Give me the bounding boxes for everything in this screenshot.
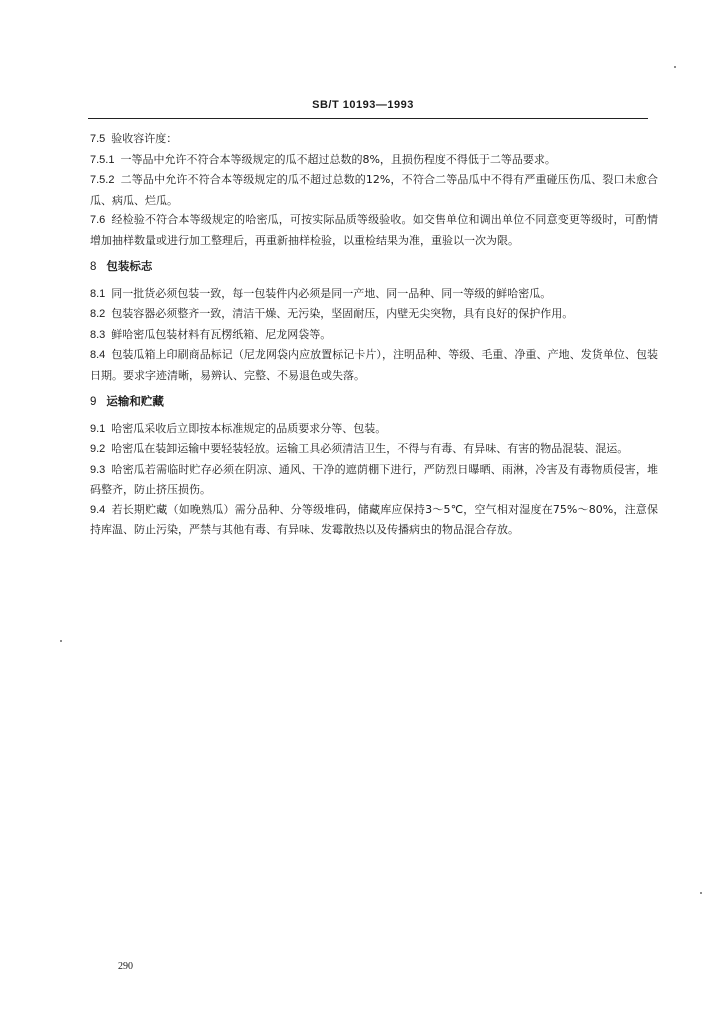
clause-9-3 [90, 460, 658, 500]
clause-7-5-2 [90, 170, 658, 210]
clause-8-3 [90, 325, 658, 346]
clause-text: 同一批货必须包装一致，每一包装件内必须是同一产地、同一品种、同一等级的鲜哈密瓜。 [111, 286, 552, 300]
section-title: 运输和贮藏 [106, 394, 164, 408]
clause-number: 9.1 [90, 422, 106, 435]
section-number: 9 [90, 396, 97, 408]
clause-9-2 [90, 439, 658, 460]
clause-number: 7.6 [90, 214, 106, 226]
clause-9-1 [90, 419, 658, 440]
section-title: 包装标志 [106, 259, 153, 273]
clause-8-4 [90, 345, 658, 385]
scan-speck [674, 66, 676, 68]
document-body [90, 129, 658, 540]
standard-header: SB/T 10193—1993 [312, 99, 414, 111]
clause-9-4 [90, 500, 658, 540]
scan-speck [60, 640, 62, 642]
section-8-heading [90, 257, 658, 278]
clause-number: 8.2 [90, 308, 106, 320]
clause-text: 哈密瓜若需临时贮存必须在阴凉、通风、干净的遮荫棚下进行，严防烈日曝晒、雨淋，冷害及有毒物质侵害，堆码整齐，防止挤压损伤。 [90, 462, 658, 496]
header-rule [88, 118, 648, 119]
clause-7-6 [90, 210, 658, 250]
clause-number: 7.5.1 [90, 153, 115, 166]
clause-number: 9.2 [90, 443, 106, 455]
clause-number: 8.3 [90, 328, 106, 341]
clause-text: 一等品中允许不符合本等级规定的瓜不超过总数的8%，且损伤程度不得低于二等品要求。 [120, 152, 556, 166]
scan-speck [700, 892, 702, 894]
clause-8-2 [90, 304, 658, 325]
clause-text: 包装瓜箱上印刷商品标记（尼龙网袋内应放置标记卡片），注明品种、等级、毛重、净重、产地、发货单位、包装日期。要求字迹清晰，易辨认、完整、不易退色或失落。 [90, 348, 658, 382]
clause-text: 哈密瓜采收后立即按本标准规定的品质要求分等、包装。 [111, 421, 387, 435]
clause-text: 包装容器必须整齐一致，清洁干燥、无污染，坚固耐压，内壁无尖突物，具有良好的保护作用。 [111, 307, 574, 320]
clause-number: 7.5 [90, 133, 106, 145]
clause-text: 验收容许度： [111, 132, 178, 145]
clause-text: 二等品中允许不符合本等级规定的瓜不超过总数的12%，不符合二等品瓜中不得有严重碰压伤瓜、裂口未愈合瓜、病瓜、烂瓜。 [90, 173, 658, 207]
section-9-heading [90, 392, 658, 413]
clause-text: 鲜哈密瓜包装材料有瓦楞纸箱、尼龙网袋等。 [111, 327, 332, 341]
clause-text: 哈密瓜在装卸运输中要轻装轻放。运输工具必须清洁卫生，不得与有毒、有异味、有害的物品混装、混运。 [111, 442, 629, 455]
section-number: 8 [90, 261, 97, 273]
clause-text: 经检验不符合本等级规定的哈密瓜，可按实际品质等级验收。如交售单位和调出单位不同意变更等级时，可酌情增加抽样数量或进行加工整理后，再重新抽样检验，以重检结果为准，重验以一次为限。 [90, 213, 658, 247]
clause-number: 8.4 [90, 349, 106, 361]
clause-number: 9.4 [90, 503, 106, 516]
clause-8-1 [90, 284, 658, 305]
clause-text: 若长期贮藏（如晚熟瓜）需分品种、分等级堆码，储藏库应保持3～5℃，空气相对湿度在75%～80%，注意保持库温、防止污染，严禁与其他有毒、有异味、发霉散热以及传播病虫的物品混合存放。 [90, 502, 658, 536]
clause-7-5-1 [90, 150, 658, 171]
clause-number: 8.1 [90, 287, 106, 300]
clause-number: 7.5.2 [90, 174, 115, 186]
clause-number: 9.3 [90, 463, 106, 476]
page-number: 290 [118, 961, 133, 972]
clause-7-5 [90, 129, 658, 150]
